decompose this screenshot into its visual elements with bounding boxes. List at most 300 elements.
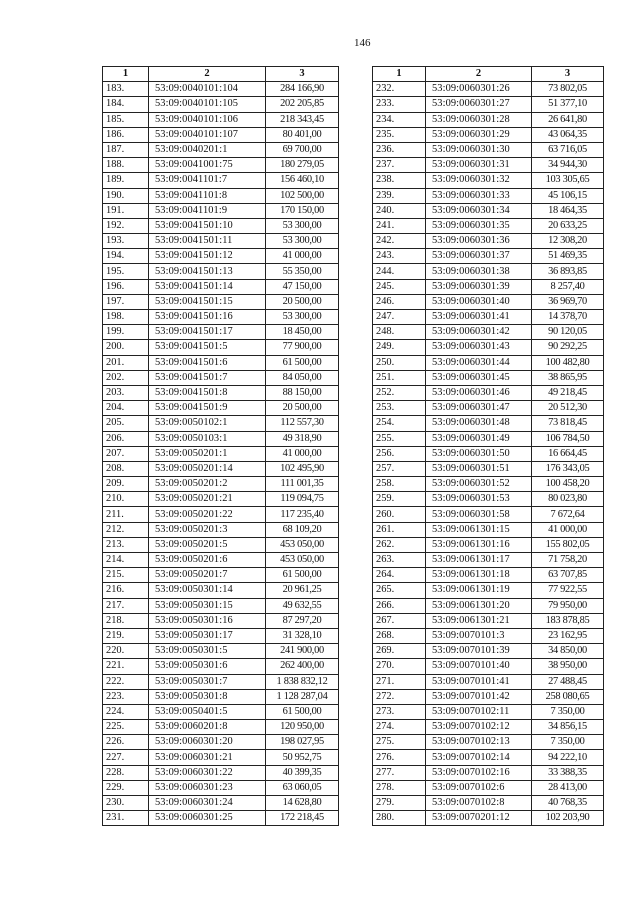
table-row xyxy=(103,97,339,112)
row-index-cell: 193. xyxy=(103,234,149,249)
table-row xyxy=(373,704,604,719)
value-cell: 73 818,45 xyxy=(532,416,604,431)
cadastral-number-cell: 53:09:0060301:24 xyxy=(149,796,266,811)
cadastral-number-cell: 53:09:0060301:21 xyxy=(149,750,266,765)
column-header-index: 1 xyxy=(103,67,149,82)
cadastral-number-cell: 53:09:0050301:14 xyxy=(149,583,266,598)
value-cell: 45 106,15 xyxy=(532,188,604,203)
cadastral-number-cell: 53:09:0061301:21 xyxy=(426,613,532,628)
page-number: 146 xyxy=(354,37,371,49)
table-row xyxy=(103,385,339,400)
row-index-cell: 239. xyxy=(373,188,426,203)
row-index-cell: 188. xyxy=(103,158,149,173)
row-index-cell: 257. xyxy=(373,461,426,476)
table-row xyxy=(373,310,604,325)
cadastral-number-cell: 53:09:0050301:6 xyxy=(149,659,266,674)
column-header-cadastral-number: 2 xyxy=(149,67,266,82)
table-row xyxy=(373,811,604,826)
value-cell: 14 628,80 xyxy=(266,796,339,811)
row-index-cell: 241. xyxy=(373,218,426,233)
table-row xyxy=(373,659,604,674)
cadastral-number-cell: 53:09:0070102:6 xyxy=(426,780,532,795)
value-cell: 49 632,55 xyxy=(266,598,339,613)
value-cell: 61 500,00 xyxy=(266,568,339,583)
value-cell: 77 900,00 xyxy=(266,340,339,355)
cadastral-number-cell: 53:09:0050301:5 xyxy=(149,644,266,659)
cadastral-number-cell: 53:09:0060301:20 xyxy=(149,735,266,750)
row-index-cell: 248. xyxy=(373,325,426,340)
value-cell: 51 469,35 xyxy=(532,249,604,264)
value-cell: 80 023,80 xyxy=(532,492,604,507)
row-index-cell: 186. xyxy=(103,127,149,142)
table-row xyxy=(373,340,604,355)
row-index-cell: 226. xyxy=(103,735,149,750)
cadastral-number-cell: 53:09:0041001:75 xyxy=(149,158,266,173)
table-row xyxy=(373,628,604,643)
row-index-cell: 201. xyxy=(103,355,149,370)
table-row xyxy=(373,537,604,552)
table-row xyxy=(103,234,339,249)
table-row xyxy=(103,355,339,370)
row-index-cell: 263. xyxy=(373,553,426,568)
row-index-cell: 189. xyxy=(103,173,149,188)
table-row xyxy=(103,112,339,127)
table-row xyxy=(373,553,604,568)
cadastral-number-cell: 53:09:0060301:46 xyxy=(426,385,532,400)
value-cell: 172 218,45 xyxy=(266,811,339,826)
value-cell: 77 922,55 xyxy=(532,583,604,598)
table-row xyxy=(103,780,339,795)
cadastral-number-cell: 53:09:0050201:14 xyxy=(149,461,266,476)
row-index-cell: 255. xyxy=(373,431,426,446)
value-cell: 111 001,35 xyxy=(266,477,339,492)
value-cell: 100 458,20 xyxy=(532,477,604,492)
table-row xyxy=(373,355,604,370)
cadastral-number-cell: 53:09:0050301:17 xyxy=(149,628,266,643)
table-row xyxy=(373,507,604,522)
row-index-cell: 235. xyxy=(373,127,426,142)
table-header-row xyxy=(103,67,339,82)
row-index-cell: 207. xyxy=(103,446,149,461)
value-cell: 156 460,10 xyxy=(266,173,339,188)
column-header-value: 3 xyxy=(266,67,339,82)
row-index-cell: 252. xyxy=(373,385,426,400)
value-cell: 7 350,00 xyxy=(532,735,604,750)
value-cell: 47 150,00 xyxy=(266,279,339,294)
row-index-cell: 205. xyxy=(103,416,149,431)
row-index-cell: 195. xyxy=(103,264,149,279)
table-row xyxy=(103,249,339,264)
table-row xyxy=(373,385,604,400)
row-index-cell: 244. xyxy=(373,264,426,279)
cadastral-number-cell: 53:09:0050301:7 xyxy=(149,674,266,689)
cadastral-number-cell: 53:09:0060301:32 xyxy=(426,173,532,188)
table-row xyxy=(103,461,339,476)
cadastral-number-cell: 53:09:0060301:42 xyxy=(426,325,532,340)
cadastral-number-cell: 53:09:0060301:50 xyxy=(426,446,532,461)
value-cell: 20 500,00 xyxy=(266,294,339,309)
table-row xyxy=(103,431,339,446)
row-index-cell: 251. xyxy=(373,370,426,385)
value-cell: 102 495,90 xyxy=(266,461,339,476)
cadastral-number-cell: 53:09:0050301:15 xyxy=(149,598,266,613)
value-cell: 20 500,00 xyxy=(266,401,339,416)
value-cell: 180 279,05 xyxy=(266,158,339,173)
row-index-cell: 264. xyxy=(373,568,426,583)
value-cell: 241 900,00 xyxy=(266,644,339,659)
cadastral-number-cell: 53:09:0050401:5 xyxy=(149,704,266,719)
value-cell: 20 633,25 xyxy=(532,218,604,233)
cadastral-number-cell: 53:09:0060301:52 xyxy=(426,477,532,492)
table-row xyxy=(103,689,339,704)
row-index-cell: 230. xyxy=(103,796,149,811)
table-row xyxy=(103,310,339,325)
table-row xyxy=(373,401,604,416)
table-row xyxy=(103,370,339,385)
table-row xyxy=(103,765,339,780)
cadastral-number-cell: 53:09:0070201:12 xyxy=(426,811,532,826)
value-cell: 49 218,45 xyxy=(532,385,604,400)
cadastral-number-cell: 53:09:0041101:8 xyxy=(149,188,266,203)
table-row xyxy=(373,477,604,492)
row-index-cell: 245. xyxy=(373,279,426,294)
cadastral-number-cell: 53:09:0050301:8 xyxy=(149,689,266,704)
row-index-cell: 210. xyxy=(103,492,149,507)
value-cell: 16 664,45 xyxy=(532,446,604,461)
cadastral-number-cell: 53:09:0041501:13 xyxy=(149,264,266,279)
row-index-cell: 200. xyxy=(103,340,149,355)
row-index-cell: 229. xyxy=(103,780,149,795)
table-row xyxy=(373,249,604,264)
cadastral-number-cell: 53:09:0060301:37 xyxy=(426,249,532,264)
value-cell: 90 292,25 xyxy=(532,340,604,355)
row-index-cell: 204. xyxy=(103,401,149,416)
cadastral-number-cell: 53:09:0040101:104 xyxy=(149,82,266,97)
cadastral-number-cell: 53:09:0061301:18 xyxy=(426,568,532,583)
value-cell: 36 893,85 xyxy=(532,264,604,279)
row-index-cell: 231. xyxy=(103,811,149,826)
value-cell: 61 500,00 xyxy=(266,704,339,719)
table-row xyxy=(103,264,339,279)
cadastral-number-cell: 53:09:0050301:16 xyxy=(149,613,266,628)
cadastral-number-cell: 53:09:0050201:22 xyxy=(149,507,266,522)
table-row xyxy=(103,127,339,142)
table-row xyxy=(103,644,339,659)
row-index-cell: 233. xyxy=(373,97,426,112)
value-cell: 79 950,00 xyxy=(532,598,604,613)
value-cell: 119 094,75 xyxy=(266,492,339,507)
cadastral-number-cell: 53:09:0060301:47 xyxy=(426,401,532,416)
row-index-cell: 217. xyxy=(103,598,149,613)
row-index-cell: 203. xyxy=(103,385,149,400)
table-row xyxy=(373,568,604,583)
row-index-cell: 276. xyxy=(373,750,426,765)
table-row xyxy=(103,796,339,811)
value-cell: 106 784,50 xyxy=(532,431,604,446)
cadastral-number-cell: 53:09:0060301:28 xyxy=(426,112,532,127)
table-row xyxy=(373,218,604,233)
table-header-row xyxy=(373,67,604,82)
cadastral-number-cell: 53:09:0060301:41 xyxy=(426,310,532,325)
cadastral-number-cell: 53:09:0060301:26 xyxy=(426,82,532,97)
row-index-cell: 265. xyxy=(373,583,426,598)
value-cell: 112 557,30 xyxy=(266,416,339,431)
table-row xyxy=(373,780,604,795)
value-cell: 27 488,45 xyxy=(532,674,604,689)
value-cell: 26 641,80 xyxy=(532,112,604,127)
cadastral-number-cell: 53:09:0040201:1 xyxy=(149,142,266,157)
row-index-cell: 249. xyxy=(373,340,426,355)
table-row xyxy=(373,522,604,537)
value-cell: 117 235,40 xyxy=(266,507,339,522)
table-row xyxy=(103,659,339,674)
row-index-cell: 197. xyxy=(103,294,149,309)
row-index-cell: 232. xyxy=(373,82,426,97)
value-cell: 87 297,20 xyxy=(266,613,339,628)
value-cell: 31 328,10 xyxy=(266,628,339,643)
row-index-cell: 212. xyxy=(103,522,149,537)
value-cell: 7 350,00 xyxy=(532,704,604,719)
row-index-cell: 256. xyxy=(373,446,426,461)
row-index-cell: 243. xyxy=(373,249,426,264)
cadastral-number-cell: 53:09:0060301:49 xyxy=(426,431,532,446)
table-row xyxy=(373,173,604,188)
cadastral-number-cell: 53:09:0060301:34 xyxy=(426,203,532,218)
value-cell: 71 758,20 xyxy=(532,553,604,568)
cadastral-number-cell: 53:09:0060301:43 xyxy=(426,340,532,355)
table-row xyxy=(103,811,339,826)
table-row xyxy=(103,720,339,735)
row-index-cell: 278. xyxy=(373,780,426,795)
row-index-cell: 219. xyxy=(103,628,149,643)
table-row xyxy=(103,522,339,537)
table-row xyxy=(103,188,339,203)
row-index-cell: 220. xyxy=(103,644,149,659)
table-row xyxy=(373,264,604,279)
table-row xyxy=(373,431,604,446)
table-row xyxy=(373,142,604,157)
row-index-cell: 190. xyxy=(103,188,149,203)
cadastral-number-cell: 53:09:0070102:16 xyxy=(426,765,532,780)
cadastral-number-cell: 53:09:0061301:15 xyxy=(426,522,532,537)
table-row xyxy=(103,477,339,492)
cadastral-number-cell: 53:09:0050102:1 xyxy=(149,416,266,431)
cadastral-number-cell: 53:09:0070102:8 xyxy=(426,796,532,811)
value-cell: 120 950,00 xyxy=(266,720,339,735)
value-cell: 453 050,00 xyxy=(266,553,339,568)
table-row xyxy=(103,553,339,568)
cadastral-number-cell: 53:09:0070101:40 xyxy=(426,659,532,674)
value-cell: 41 000,00 xyxy=(532,522,604,537)
row-index-cell: 272. xyxy=(373,689,426,704)
cadastral-number-cell: 53:09:0050201:7 xyxy=(149,568,266,583)
cadastral-number-cell: 53:09:0041101:7 xyxy=(149,173,266,188)
table-row xyxy=(103,401,339,416)
value-cell: 53 300,00 xyxy=(266,310,339,325)
row-index-cell: 253. xyxy=(373,401,426,416)
cadastral-number-cell: 53:09:0070101:42 xyxy=(426,689,532,704)
table-row xyxy=(373,188,604,203)
cadastral-number-cell: 53:09:0060301:22 xyxy=(149,765,266,780)
table-row xyxy=(373,674,604,689)
column-header-cadastral-number: 2 xyxy=(426,67,532,82)
cadastral-number-cell: 53:09:0070101:3 xyxy=(426,628,532,643)
cadastral-number-cell: 53:09:0060301:31 xyxy=(426,158,532,173)
value-cell: 103 305,65 xyxy=(532,173,604,188)
table-row xyxy=(103,674,339,689)
value-cell: 41 000,00 xyxy=(266,249,339,264)
value-cell: 258 080,65 xyxy=(532,689,604,704)
value-cell: 20 961,25 xyxy=(266,583,339,598)
value-cell: 88 150,00 xyxy=(266,385,339,400)
value-cell: 55 350,00 xyxy=(266,264,339,279)
cadastral-number-cell: 53:09:0060301:51 xyxy=(426,461,532,476)
row-index-cell: 218. xyxy=(103,613,149,628)
value-cell: 63 716,05 xyxy=(532,142,604,157)
row-index-cell: 196. xyxy=(103,279,149,294)
row-index-cell: 273. xyxy=(373,704,426,719)
value-cell: 102 203,90 xyxy=(532,811,604,826)
table-row xyxy=(373,112,604,127)
value-cell: 18 464,35 xyxy=(532,203,604,218)
cadastral-number-cell: 53:09:0041501:7 xyxy=(149,370,266,385)
table-row xyxy=(373,370,604,385)
cadastral-number-cell: 53:09:0060201:8 xyxy=(149,720,266,735)
row-index-cell: 215. xyxy=(103,568,149,583)
value-cell: 34 856,15 xyxy=(532,720,604,735)
cadastral-number-cell: 53:09:0050201:3 xyxy=(149,522,266,537)
value-cell: 100 482,80 xyxy=(532,355,604,370)
table-row xyxy=(373,750,604,765)
table-row xyxy=(103,82,339,97)
value-cell: 73 802,05 xyxy=(532,82,604,97)
row-index-cell: 223. xyxy=(103,689,149,704)
value-cell: 1 128 287,04 xyxy=(266,689,339,704)
table-row xyxy=(373,158,604,173)
cadastral-number-cell: 53:09:0070102:14 xyxy=(426,750,532,765)
cadastral-number-cell: 53:09:0041501:5 xyxy=(149,340,266,355)
row-index-cell: 224. xyxy=(103,704,149,719)
cadastral-number-cell: 53:09:0041501:10 xyxy=(149,218,266,233)
row-index-cell: 214. xyxy=(103,553,149,568)
value-cell: 18 450,00 xyxy=(266,325,339,340)
cadastral-number-cell: 53:09:0060301:45 xyxy=(426,370,532,385)
table-row xyxy=(103,158,339,173)
row-index-cell: 262. xyxy=(373,537,426,552)
value-cell: 41 000,00 xyxy=(266,446,339,461)
row-index-cell: 240. xyxy=(373,203,426,218)
row-index-cell: 258. xyxy=(373,477,426,492)
table-row xyxy=(103,294,339,309)
cadastral-number-cell: 53:09:0060301:53 xyxy=(426,492,532,507)
cadastral-number-cell: 53:09:0050201:5 xyxy=(149,537,266,552)
cadastral-number-cell: 53:09:0041501:6 xyxy=(149,355,266,370)
cadastral-number-cell: 53:09:0061301:17 xyxy=(426,553,532,568)
value-cell: 183 878,85 xyxy=(532,613,604,628)
cadastral-number-cell: 53:09:0070101:41 xyxy=(426,674,532,689)
value-cell: 198 027,95 xyxy=(266,735,339,750)
row-index-cell: 259. xyxy=(373,492,426,507)
table-row xyxy=(373,279,604,294)
value-cell: 34 850,00 xyxy=(532,644,604,659)
table-row xyxy=(373,735,604,750)
cadastral-number-cell: 53:09:0041501:14 xyxy=(149,279,266,294)
row-index-cell: 274. xyxy=(373,720,426,735)
value-cell: 20 512,30 xyxy=(532,401,604,416)
cadastral-number-cell: 53:09:0040101:107 xyxy=(149,127,266,142)
table-row xyxy=(103,598,339,613)
value-cell: 68 109,20 xyxy=(266,522,339,537)
row-index-cell: 238. xyxy=(373,173,426,188)
table-row xyxy=(103,507,339,522)
value-cell: 49 318,90 xyxy=(266,431,339,446)
value-cell: 53 300,00 xyxy=(266,218,339,233)
cadastral-number-cell: 53:09:0070102:12 xyxy=(426,720,532,735)
row-index-cell: 269. xyxy=(373,644,426,659)
row-index-cell: 185. xyxy=(103,112,149,127)
table-row xyxy=(373,720,604,735)
row-index-cell: 271. xyxy=(373,674,426,689)
table-row xyxy=(373,492,604,507)
row-index-cell: 275. xyxy=(373,735,426,750)
table-row xyxy=(103,416,339,431)
cadastral-number-cell: 53:09:0060301:33 xyxy=(426,188,532,203)
row-index-cell: 261. xyxy=(373,522,426,537)
table-row xyxy=(103,704,339,719)
cadastral-number-cell: 53:09:0060301:30 xyxy=(426,142,532,157)
row-index-cell: 268. xyxy=(373,628,426,643)
cadastral-number-cell: 53:09:0041501:8 xyxy=(149,385,266,400)
table-row xyxy=(103,325,339,340)
value-cell: 90 120,05 xyxy=(532,325,604,340)
row-index-cell: 206. xyxy=(103,431,149,446)
table-row xyxy=(373,294,604,309)
table-row xyxy=(103,142,339,157)
cadastral-number-cell: 53:09:0060301:29 xyxy=(426,127,532,142)
row-index-cell: 266. xyxy=(373,598,426,613)
cadastral-number-cell: 53:09:0050201:1 xyxy=(149,446,266,461)
value-cell: 34 944,30 xyxy=(532,158,604,173)
table-row xyxy=(373,583,604,598)
cadastral-number-cell: 53:09:0061301:19 xyxy=(426,583,532,598)
value-cell: 61 500,00 xyxy=(266,355,339,370)
value-cell: 94 222,10 xyxy=(532,750,604,765)
row-index-cell: 183. xyxy=(103,82,149,97)
parcel-table-left xyxy=(102,66,339,826)
value-cell: 36 969,70 xyxy=(532,294,604,309)
table-row xyxy=(103,735,339,750)
row-index-cell: 202. xyxy=(103,370,149,385)
value-cell: 155 802,05 xyxy=(532,537,604,552)
table-row xyxy=(103,446,339,461)
row-index-cell: 250. xyxy=(373,355,426,370)
row-index-cell: 260. xyxy=(373,507,426,522)
table-row xyxy=(373,82,604,97)
row-index-cell: 199. xyxy=(103,325,149,340)
row-index-cell: 211. xyxy=(103,507,149,522)
table-row xyxy=(103,340,339,355)
table-row xyxy=(373,234,604,249)
row-index-cell: 254. xyxy=(373,416,426,431)
row-index-cell: 187. xyxy=(103,142,149,157)
table-row xyxy=(373,127,604,142)
row-index-cell: 234. xyxy=(373,112,426,127)
value-cell: 80 401,00 xyxy=(266,127,339,142)
row-index-cell: 277. xyxy=(373,765,426,780)
cadastral-number-cell: 53:09:0070102:13 xyxy=(426,735,532,750)
value-cell: 38 950,00 xyxy=(532,659,604,674)
cadastral-number-cell: 53:09:0060301:23 xyxy=(149,780,266,795)
